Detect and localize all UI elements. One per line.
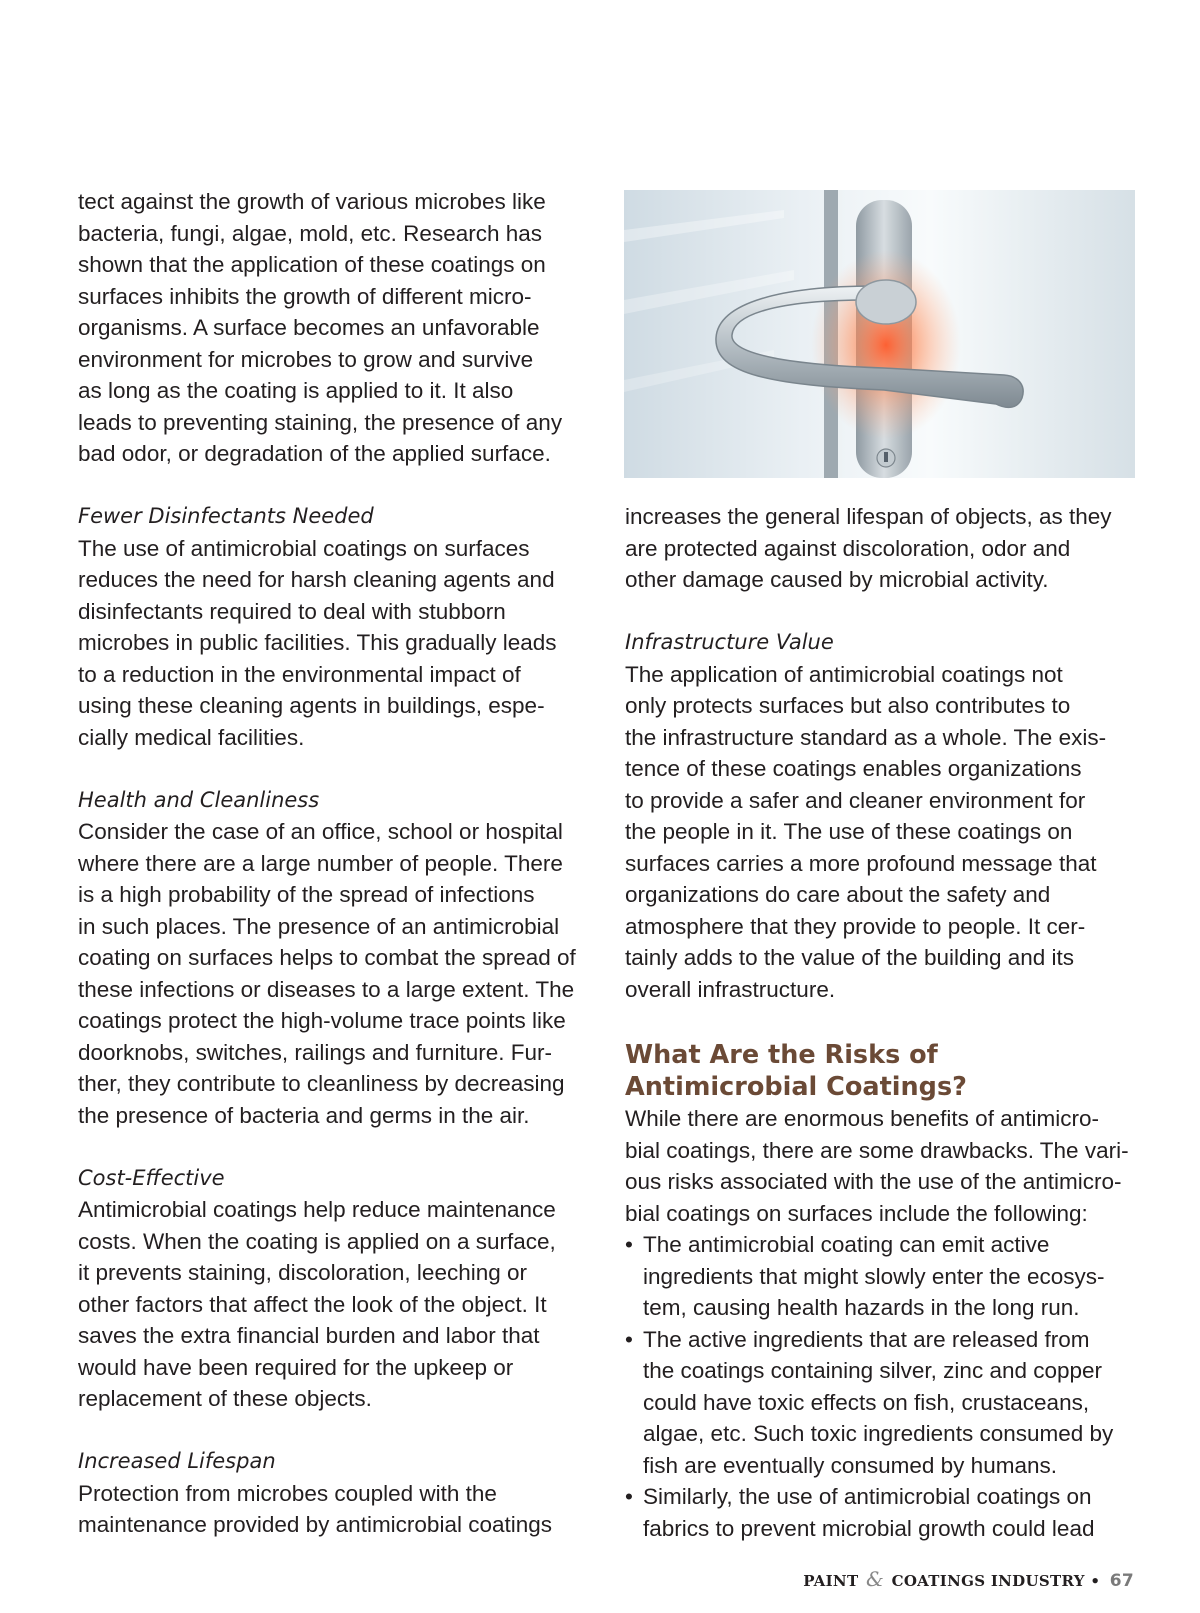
risks-heading-line2: Antimicrobial Coatings? bbox=[625, 1072, 967, 1102]
lifespan-continuation bbox=[625, 501, 1125, 596]
text-line: the people in it. The use of these coatings on bbox=[625, 819, 1073, 844]
text-line: organizations do care about the safety and bbox=[625, 882, 1051, 907]
page-footer bbox=[803, 1567, 1134, 1591]
text-line: Antimicrobial coatings help reduce maintenance bbox=[78, 1197, 556, 1222]
list-item bbox=[625, 1481, 1125, 1544]
text-line: ous risks associated with the use of the antimicro- bbox=[625, 1169, 1122, 1194]
text-line: tect against the growth of various microbes like bbox=[78, 189, 546, 214]
bullet-icon: • bbox=[625, 1232, 633, 1257]
list-item bbox=[625, 1324, 1125, 1482]
text-line: the coatings containing silver, zinc and copper bbox=[643, 1358, 1103, 1383]
text-line: Similarly, the use of antimicrobial coatings on bbox=[643, 1484, 1092, 1509]
section-cost-effective bbox=[78, 1163, 578, 1415]
text-line: coating on surfaces helps to combat the spread of bbox=[78, 945, 576, 970]
intro-paragraph bbox=[78, 186, 578, 470]
text-line: reduces the need for harsh cleaning agents and bbox=[78, 567, 555, 592]
right-column bbox=[625, 501, 1129, 1544]
text-line: replacement of these objects. bbox=[78, 1386, 372, 1411]
text-line: increases the general lifespan of objects, as they bbox=[625, 504, 1112, 529]
section-risks bbox=[625, 1039, 1129, 1544]
text-line: Protection from microbes coupled with the bbox=[78, 1480, 497, 1506]
section-health-cleanliness bbox=[78, 785, 578, 1132]
footer-publication-part1: PAINT bbox=[803, 1572, 859, 1590]
text-line: bacteria, fungi, algae, mold, etc. Research has bbox=[78, 220, 543, 246]
section-heading: Cost-Effective bbox=[78, 1165, 225, 1190]
text-line: bial coatings on surfaces include the following: bbox=[625, 1200, 1088, 1226]
text-line: microbes in public facilities. This gradually leads bbox=[78, 630, 557, 655]
text-line: other factors that affect the look of the object. It bbox=[78, 1291, 547, 1317]
text-line: maintenance provided by antimicrobial coatings bbox=[78, 1512, 553, 1537]
text-line: only protects surfaces but also contributes to bbox=[625, 693, 1071, 718]
text-line: where there are a large number of people. There bbox=[78, 850, 563, 876]
list-item bbox=[625, 1229, 1125, 1324]
text-line: Consider the case of an office, school or hospital bbox=[78, 819, 563, 844]
risks-heading-line1: What Are the Risks of bbox=[625, 1040, 938, 1070]
text-line: The use of antimicrobial coatings on surfaces bbox=[78, 535, 530, 561]
text-line: the presence of bacteria and germs in the air. bbox=[78, 1102, 530, 1128]
door-handle-icon bbox=[624, 190, 1135, 478]
text-line: other damage caused by microbial activity. bbox=[625, 567, 1049, 592]
risks-bullet-list bbox=[625, 1229, 1125, 1544]
text-line: to provide a safer and cleaner environment for bbox=[625, 787, 1086, 813]
text-line: tence of these coatings enables organizations bbox=[625, 756, 1082, 781]
text-line: shown that the application of these coatings on bbox=[78, 252, 546, 277]
text-line: as long as the coating is applied to it. It also bbox=[78, 378, 514, 403]
text-line: bial coatings, there are some drawbacks. The vari- bbox=[625, 1137, 1129, 1163]
text-line: it prevents staining, discoloration, leeching or bbox=[78, 1260, 528, 1285]
section-heading: Increased Lifespan bbox=[78, 1449, 276, 1473]
section-increased-lifespan bbox=[78, 1446, 578, 1541]
text-line: these infections or diseases to a large extent. The bbox=[78, 976, 575, 1002]
page-number: 67 bbox=[1109, 1571, 1134, 1591]
text-line: to a reduction in the environmental impact of bbox=[78, 661, 521, 687]
text-line: surfaces carries a more profound message that bbox=[625, 850, 1097, 876]
section-infrastructure-value bbox=[625, 627, 1125, 1005]
text-line: The active ingredients that are released from bbox=[643, 1326, 1090, 1352]
text-line: costs. When the coating is applied on a surface, bbox=[78, 1228, 556, 1254]
text-line: disinfectants required to deal with stubborn bbox=[78, 598, 506, 624]
text-line: The antimicrobial coating can emit active bbox=[643, 1232, 1050, 1257]
section-heading: Fewer Disinfectants Needed bbox=[78, 504, 374, 528]
text-line: coatings protect the high-volume trace points like bbox=[78, 1008, 566, 1033]
text-line: would have been required for the upkeep or bbox=[78, 1354, 514, 1380]
text-line: environment for microbes to grow and survive bbox=[78, 346, 534, 372]
text-line: surfaces inhibits the growth of different micro- bbox=[78, 283, 532, 309]
text-line: fish are eventually consumed by humans. bbox=[643, 1452, 1057, 1478]
text-line: organisms. A surface becomes an unfavorable bbox=[78, 315, 540, 340]
text-line: bad odor, or degradation of the applied surface. bbox=[78, 441, 551, 466]
text-line: fabrics to prevent microbial growth could lead bbox=[643, 1515, 1095, 1541]
footer-ampersand: & bbox=[865, 1567, 885, 1591]
text-line: doorknobs, switches, railings and furniture. Fur- bbox=[78, 1039, 552, 1065]
text-line: algae, etc. Such toxic ingredients consumed by bbox=[643, 1421, 1114, 1446]
text-line: atmosphere that they provide to people. It cer- bbox=[625, 913, 1086, 939]
text-line: overall infrastructure. bbox=[625, 976, 836, 1002]
section-heading: Health and Cleanliness bbox=[78, 787, 320, 812]
text-line: ther, they contribute to cleanliness by decreasing bbox=[78, 1071, 565, 1096]
text-line: is a high probability of the spread of infections bbox=[78, 882, 535, 907]
text-line: are protected against discoloration, odor and bbox=[625, 535, 1071, 561]
text-line: using these cleaning agents in buildings, espe- bbox=[78, 693, 545, 718]
text-line: in such places. The presence of an antimicrobial bbox=[78, 913, 560, 939]
bullet-icon: • bbox=[625, 1326, 633, 1352]
risks-heading bbox=[625, 1039, 1125, 1103]
text-line: the infrastructure standard as a whole. The exis- bbox=[625, 724, 1107, 750]
footer-publication-part2: COATINGS INDUSTRY bbox=[891, 1572, 1085, 1590]
door-handle-photo bbox=[624, 190, 1135, 478]
text-line: While there are enormous benefits of antimicro- bbox=[625, 1106, 1099, 1131]
text-line: could have toxic effects on fish, crustaceans, bbox=[643, 1389, 1090, 1415]
text-line: cially medical facilities. bbox=[78, 724, 305, 750]
text-line: leads to preventing staining, the presence of any bbox=[78, 409, 563, 435]
section-heading: Infrastructure Value bbox=[625, 630, 834, 654]
bullet-icon: • bbox=[625, 1484, 633, 1509]
left-column bbox=[78, 186, 578, 1541]
text-line: The application of antimicrobial coatings not bbox=[625, 661, 1063, 687]
footer-separator: • bbox=[1090, 1572, 1101, 1590]
section-fewer-disinfectants bbox=[78, 501, 578, 753]
text-line: tainly adds to the value of the building and its bbox=[625, 945, 1075, 970]
text-line: ingredients that might slowly enter the ecosys- bbox=[643, 1263, 1105, 1289]
text-line: tem, causing health hazards in the long run. bbox=[643, 1295, 1080, 1320]
text-line: saves the extra financial burden and labor that bbox=[78, 1323, 540, 1348]
